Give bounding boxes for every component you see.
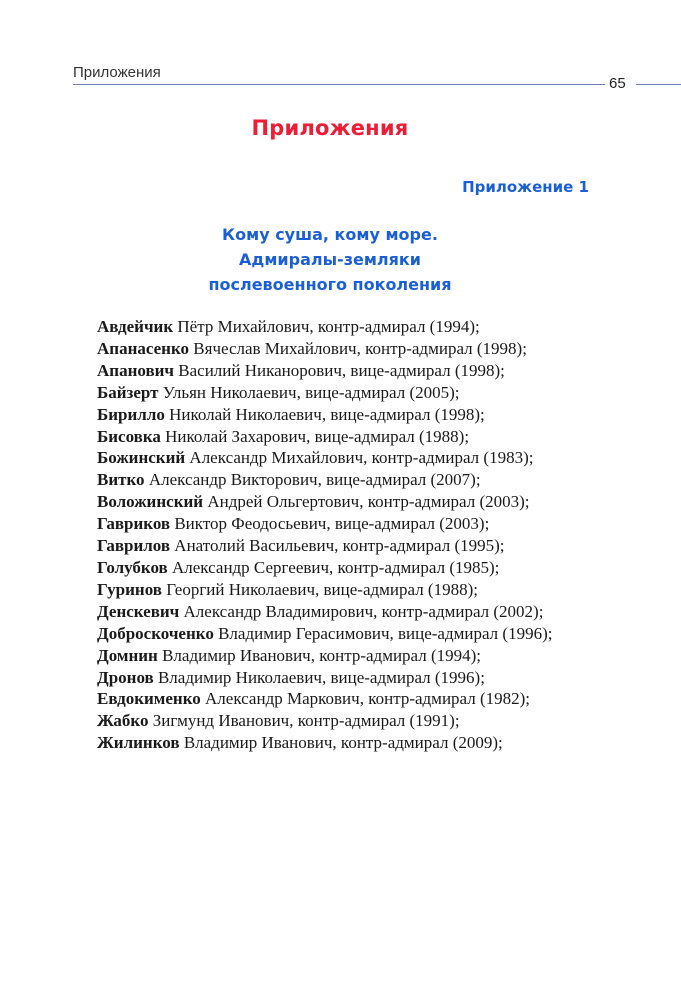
admiral-surname: Жабко: [97, 711, 149, 731]
list-item: [73, 710, 589, 732]
list-item: [73, 667, 589, 689]
admiral-surname: Витко: [97, 470, 145, 490]
admiral-surname: Апанасенко: [97, 338, 190, 358]
admiral-details: Александр Викторович, вице-адмирал (2007);: [148, 470, 481, 490]
list-item: [73, 557, 589, 579]
admiral-details: Пётр Михайлович, контр-адмирал (1994);: [177, 317, 480, 336]
admiral-details: Ульян Николаевич, вице-адмирал (2005);: [162, 382, 460, 402]
admiral-surname: Авдейчик: [97, 317, 174, 336]
page-number: 65: [609, 75, 626, 92]
admiral-surname: Байзерт: [97, 382, 159, 402]
admiral-surname: Домнин: [97, 645, 158, 665]
admiral-details: Виктор Феодосьевич, вице-адмирал (2003);: [174, 514, 490, 534]
admiral-details: Георгий Николаевич, вице-адмирал (1988);: [166, 579, 478, 599]
admiral-surname: Гавриков: [97, 514, 171, 534]
admiral-details: Александр Владимирович, контр-адмирал (2002);: [183, 601, 544, 621]
list-item: [73, 426, 589, 448]
admiral-details: Александр Михайлович, контр-адмирал (1983);: [189, 448, 534, 468]
admiral-details: Вячеслав Михайлович, контр-адмирал (1998);: [193, 338, 527, 358]
list-item: [73, 447, 589, 469]
list-item: [73, 732, 589, 754]
admiral-details: Александр Маркович, контр-адмирал (1982);: [205, 689, 531, 709]
list-item: [73, 601, 589, 623]
header-rule-right: [636, 84, 681, 85]
list-item: [73, 513, 589, 535]
section-title-line-2: Адмиралы-земляки: [239, 250, 421, 269]
section-title-line-1: Кому суша, кому море.: [222, 225, 438, 244]
admiral-surname: Гаврилов: [97, 536, 171, 556]
admiral-surname: Бирилло: [97, 404, 165, 424]
list-item: [73, 535, 589, 557]
list-item: [73, 382, 589, 404]
admiral-details: Владимир Иванович, контр-адмирал (2009);: [183, 733, 503, 753]
admiral-surname: Евдокименко: [97, 689, 201, 709]
admiral-surname: Дронов: [97, 667, 154, 687]
list-item: [73, 645, 589, 667]
admiral-details: Владимир Иванович, контр-адмирал (1994);: [162, 645, 482, 665]
admiral-surname: Голубков: [97, 557, 168, 577]
admiral-details: Владимир Герасимович, вице-адмирал (1996);: [218, 623, 553, 643]
running-head-title: Приложения: [73, 64, 161, 81]
admiral-surname: Гуринов: [97, 579, 162, 599]
admiral-surname: Денскевич: [97, 601, 180, 621]
admiral-surname: Божинский: [97, 448, 186, 468]
list-item: [73, 338, 589, 360]
admiral-details: Анатолий Васильевич, контр-адмирал (1995);: [174, 536, 505, 556]
admiral-surname: Апанович: [97, 360, 175, 380]
admiral-surname: Доброскоченко: [97, 623, 214, 643]
admiral-details: Андрей Ольгертович, контр-адмирал (2003);: [207, 492, 530, 512]
list-item: [73, 316, 589, 338]
admiral-surname: Воложинский: [97, 492, 204, 512]
list-item: [73, 579, 589, 601]
admiral-list: [73, 316, 589, 754]
admiral-surname: Бисовка: [97, 426, 161, 446]
list-item: [73, 360, 589, 382]
header-rule-left: [73, 84, 605, 85]
chapter-title: Приложения: [251, 116, 409, 140]
section-title-line-3: послевоенного поколения: [208, 275, 452, 294]
admiral-surname: Жилинков: [97, 733, 180, 753]
admiral-details: Владимир Николаевич, вице-адмирал (1996);: [157, 667, 485, 687]
admiral-details: Василий Никанорович, вице-адмирал (1998);: [178, 360, 505, 380]
list-item: [73, 469, 589, 491]
list-item: [73, 404, 589, 426]
admiral-details: Зигмунд Иванович, контр-адмирал (1991);: [152, 711, 460, 731]
admiral-details: Александр Сергеевич, контр-адмирал (1985);: [172, 557, 500, 577]
list-item: [73, 623, 589, 645]
list-item: [73, 491, 589, 513]
admiral-details: Николай Николаевич, вице-адмирал (1998);: [169, 404, 485, 424]
admiral-details: Николай Захарович, вице-адмирал (1988);: [165, 426, 470, 446]
list-item: [73, 688, 589, 710]
appendix-label: Приложение 1: [462, 178, 589, 196]
section-title: [0, 222, 660, 297]
